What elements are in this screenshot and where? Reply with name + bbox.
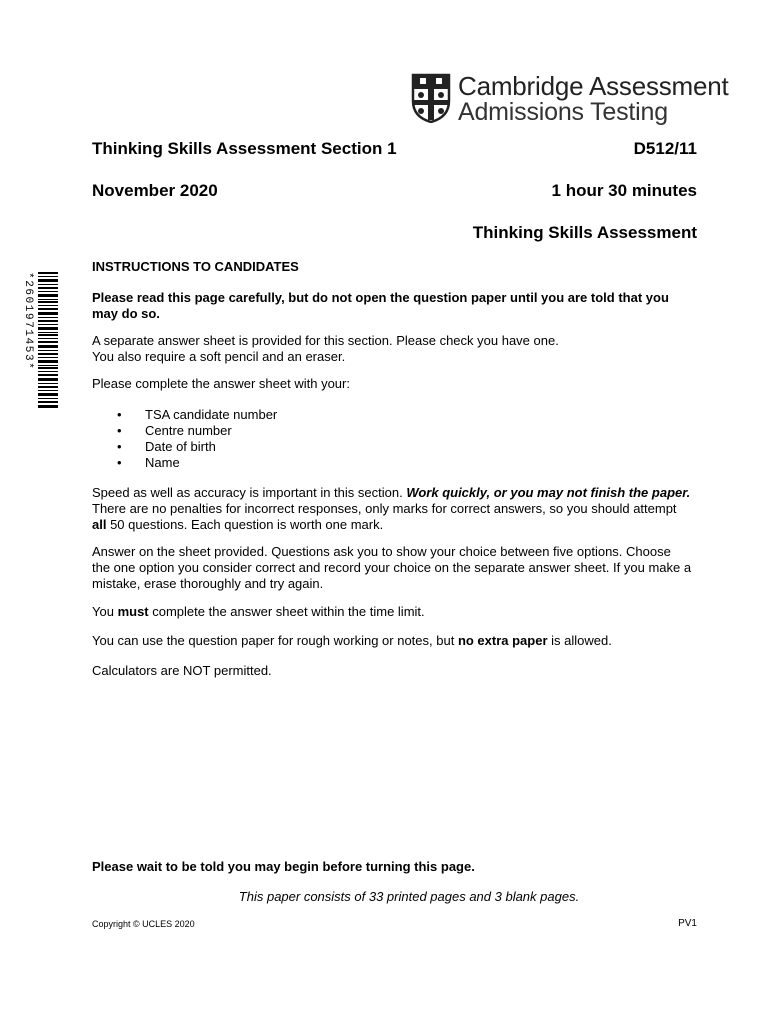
answer-sheet-line-1: A separate answer sheet is provided for this section. Please check you have one. [92,333,559,348]
pages-note: This paper consists of 33 printed pages and 3 blank pages. [238,889,580,904]
answer-sheet-paragraph [92,333,692,365]
subject-name: Thinking Skills Assessment [472,223,697,242]
read-notice-text: Please read this page carefully, but do not open the question paper until you are told that you may do so. [92,290,669,321]
must-text-1: You [92,604,118,619]
list-item: • Date of birth [92,439,692,455]
answer-paragraph [92,544,692,592]
rough-bold: no extra paper [457,633,548,648]
complete-intro-text: Please complete the answer sheet with your: [92,376,350,391]
paper-code: D512/11 [633,139,697,158]
required-details-list [92,407,692,471]
wait-notice [92,859,692,875]
list-item: • Name [92,455,692,471]
logo-line-2: Admissions Testing [458,98,668,126]
page-code: PV1 [678,918,697,929]
rough-paragraph [92,633,692,649]
barcode-number: *2601971453* [22,272,34,371]
list-item: • TSA candidate number [92,407,692,423]
must-bold: must [117,604,149,619]
speed-warning: Work quickly, or you may not finish the paper. [406,485,691,500]
must-paragraph [92,604,692,620]
copyright: Copyright © UCLES 2020 [92,919,195,929]
must-text-2: complete the answer sheet within the time limit. [148,604,425,619]
complete-intro [92,376,692,392]
logo-line-1: Cambridge Assessment [458,71,729,101]
cambridge-logo [411,73,729,125]
speed-paragraph [92,485,692,533]
exam-date: November 2020 [92,181,218,200]
speed-all: all [92,517,107,532]
wait-notice-text: Please wait to be told you may begin before turning this page. [92,859,475,874]
rough-text-1: You can use the question paper for rough working or notes, but [92,633,458,648]
calculators-paragraph [92,663,692,679]
speed-text-1: Speed as well as accuracy is important in this section. [92,485,407,500]
barcode [20,272,60,408]
read-notice [92,290,692,322]
speed-text-2: There are no penalties for incorrect responses, only marks for correct answers, so you should attempt [92,501,677,516]
exam-duration: 1 hour 30 minutes [551,181,697,200]
answer-sheet-line-2: You also require a soft pencil and an eraser. [92,349,346,364]
instructions-heading-text: INSTRUCTIONS TO CANDIDATES [92,259,299,274]
rough-text-2: is allowed. [547,633,612,648]
calculators-text: Calculators are NOT permitted. [92,663,272,678]
speed-text-3: 50 questions. Each question is worth one mark. [106,517,384,532]
cambridge-shield-icon [411,73,451,123]
paper-title: Thinking Skills Assessment Section 1 [92,139,397,158]
answer-paragraph-text: Answer on the sheet provided. Questions ask you to show your choice between five options. Choose the one option you consider correct and record your choice on the separate answer sheet. If you make a mistake, erase thoroughly and try again. [92,544,692,591]
instructions-heading [92,259,692,275]
list-item: • Centre number [92,423,692,439]
